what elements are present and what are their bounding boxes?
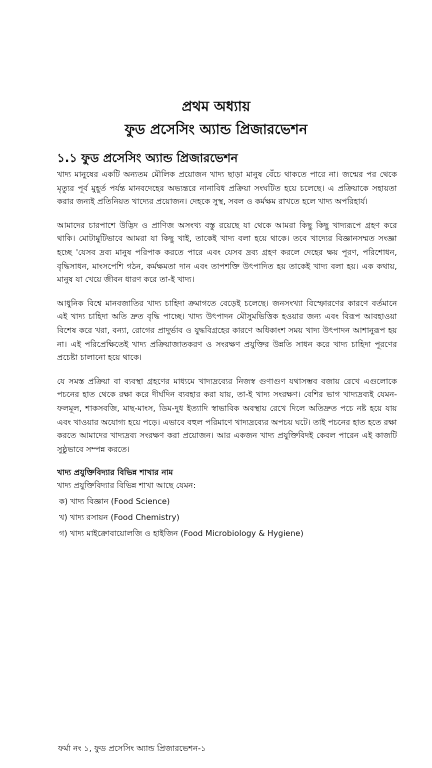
paragraph-4: যে সমস্ত প্রক্রিয়া বা ব্যবস্থা গ্রহণের মাধ্যমে খাদ্যদ্রব্যের নিজস্ব গুণাগুণ যথাসম্ভব বজায় রেখে এগুলোকে পচনের হাত থেকে রক্ষা করে দীর্ঘদিন ব্যবহার করা যায়, তা-ই খাদ্য সংরক্ষণ। বেশির ভাগ খাদ্যদ্রব্যই যেমন-ফলমূল, শাকসবজি, মাছ-মাংস, ডিম-দুধ ইত্যাদি স্বাভাবিক অবস্থায় রেখে দিলে অতিদ্রুত পচে নষ্ট হয়ে যায় এবং খাওয়ার অযোগ্য হয়ে পড়ে। এভাবে বহুল পরিমাণে খাদ্যদ্রব্যের অপচয় ঘটে। তাই পচনের হাত হতে রক্ষা করতে আমাদের খাদ্যদ্রব্য সংরক্ষণ করা প্রয়োজন। আর একজন খাদ্য প্রযুক্তিবিদই কেবল পারেন এই কাজটি সুষ্ঠুভাবে সম্পন্ন করতে। (57, 376, 397, 454)
branches-intro: খাদ্য প্রযুক্তিবিদ্যার বিভিন্ন শাখা আছে যেমন: (57, 481, 196, 491)
branches-heading: খাদ্য প্রযুক্তিবিদ্যার বিভিন্ন শাখার নাম (57, 468, 173, 478)
list-item: ক) খাদ্য বিজ্ঞান (Food Science) (59, 497, 170, 507)
paragraph-2: আমাদের চারপাশে উদ্ভিদ ও প্রাণিজ অসংখ্য বস্তু রয়েছে যা থেকে আমরা কিছু কিছু খাদ্যরূপে গ্রহণ করে থাকি। মোটামুটিভাবে আমরা যা কিছু খাই, তাকেই খাদ্য বলা হয়ে থাকে। তবে খাদ্যের বিজ্ঞানসম্মত সংজ্ঞা হচ্ছে 'যেসব দ্রব্য মানুষ পরিপাক করতে পারে এবং যেসব দ্রব্য গ্রহণ করলে দেহের ক্ষয় পূরণ, পরিশোধন, বৃদ্ধিসাধন, মাংসপেশি গঠন, কর্মক্ষমতা দান এবং তাপশক্তি উৎপাদিত হয় তাকেই খাদ্য বলা হয়। এক কথায়, মানুষ যা খেয়ে জীবন ধারণ করে তা-ই খাদ্য। (57, 220, 397, 285)
section-heading: ১.১ ফুড প্রসেসিং অ্যান্ড প্রিজারভেশন (57, 151, 238, 165)
list-item: খ) খাদ্য রসায়ন (Food Chemistry) (59, 513, 180, 523)
content-body (57, 150, 397, 542)
paragraph-1: খাদ্য মানুষের একটি অন্যতম মৌলিক প্রয়োজন খাদ্য ছাড়া মানুষ বেঁচে থাকতে পারে না। জন্মের পর থেকে মৃত্যুর পূর্ব মুহূর্ত পর্যন্ত মানবদেহের অভ্যন্তরে নানাবিধ প্রক্রিয়া সংঘটিত হয়ে চলেছে। এ প্রক্রিয়াকে সহায়তা করার জন্যই প্রতিনিয়ত খাদ্যের প্রয়োজন। দেহকে সুস্থ, সবল ও কর্মক্ষম রাখতে হলে খাদ্য অপরিহার্য। (57, 170, 397, 207)
chapter-title: ফুড প্রসেসিং অ্যান্ড প্রিজারভেশন (124, 122, 308, 138)
page-footer: ফর্মা নং ১, ফুড প্রসেসিং অ্যান্ড প্রিজারভেশন-১ (58, 744, 206, 753)
paragraph-3: আধুনিক বিশ্বে মানবজাতির খাদ্য চাহিদা ক্রমাগতে বেড়েই চলেছে। জনসংখ্যা বিস্ফোরণের কারণে বর্তমানে এই খাদ্য চাহিদা অতি দ্রুত বৃদ্ধি পাচ্ছে। খাদ্য উৎপাদন মৌসুমভিত্তিক হওয়ার জন্য এবং বিরূপ আবহাওয়া বিশেষ করে খরা, বন্যা, রোগের প্রাদুর্ভাব ও যুদ্ধবিগ্রহের কারণে অধিকাংশ সময় খাদ্য উৎপাদন আশানুরূপ হয় না। এই পরিপ্রেক্ষিতেই খাদ্য প্রক্রিয়াজাতকরণ ও সংরক্ষণ প্রযুক্তির উন্নতি সাধন করে খাদ্য চাহিদা পূরণের প্রচেষ্টা চালানো হয়ে থাকে। (57, 298, 397, 363)
chapter-label: প্রথম অধ্যায় (181, 99, 251, 115)
list-item: গ) খাদ্য মাইক্রোবায়োলজি ও হাইজিন (Food Microbiology & Hygiene) (59, 529, 304, 539)
